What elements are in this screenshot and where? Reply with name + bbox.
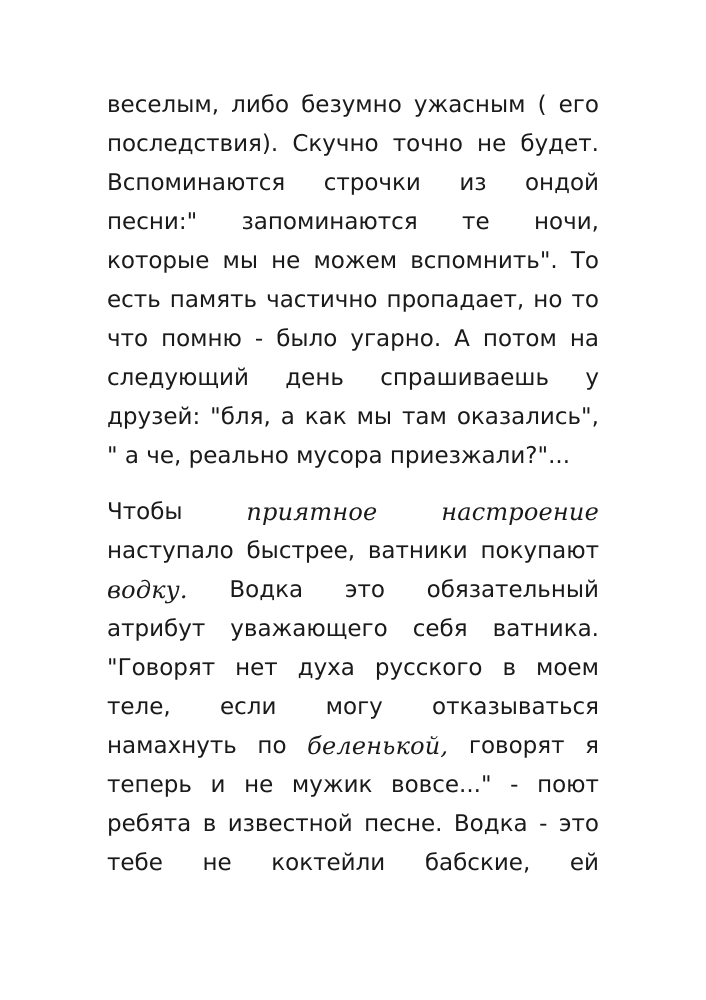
word: а [280,404,295,430]
word: у [585,365,599,391]
word: намахнуть [107,733,237,759]
word: частично [266,287,378,313]
word: точно [392,131,463,157]
word: как [304,404,347,430]
word: следующий [107,365,249,391]
word: там [402,404,447,430]
word: песни:" [107,209,198,235]
word: - [254,326,264,352]
word: вспомнить". [410,248,558,274]
word: "бля, [210,404,271,430]
word: себя [412,616,468,642]
word: отказываться [432,694,599,720]
word: моем [536,655,599,681]
word: пропадает, [386,287,525,313]
word: Водка [229,577,304,603]
word: есть [107,287,161,313]
word: последствия). [107,131,279,157]
word: теле, [107,694,171,720]
text-line [107,844,599,883]
word: песне. [364,811,443,837]
word: духа [297,655,355,681]
word: ватника. [492,616,599,642]
word: вовсе..." [391,772,492,798]
word: Чтобы [107,499,183,525]
text-line [107,571,599,610]
word: было [276,326,338,352]
text-line [107,320,599,359]
word: мы [356,404,393,430]
text-line [107,242,599,281]
word: ночи, [534,209,599,235]
word: на [569,326,599,352]
word: которые [107,248,210,274]
text-line [107,359,599,398]
word: Вспоминаются [107,170,286,196]
word: потом [482,326,557,352]
word: по [257,733,287,759]
text-line-last [107,437,599,476]
word: из [459,170,487,196]
word: не [271,248,301,274]
text-line [107,610,599,649]
word: ужасным [413,92,526,118]
word: известной [227,811,353,837]
word: память [169,287,258,313]
word: те [462,209,490,235]
word: это [344,577,385,603]
word: То [570,248,599,274]
word: - [510,772,519,798]
word: не [202,850,232,876]
text-line [107,727,599,766]
word: обязательный [426,577,599,603]
word: я [585,733,599,759]
word: ( [537,92,547,118]
word: помню [161,326,242,352]
word-emphasis: водку. [107,576,188,604]
word: в [202,811,217,837]
word: " а че, реально мусора приезжали?"... [107,443,571,469]
word: тебе [107,850,163,876]
word: атрибут [107,616,206,642]
word: нет [235,655,278,681]
word: строчки [323,170,421,196]
word-emphasis: приятное [246,498,378,526]
text-line [107,281,599,320]
word: говорят [468,733,565,759]
text-line [107,688,599,727]
word: ондой [524,170,599,196]
word-emphasis: беленькой, [307,732,449,760]
word: что [107,326,149,352]
word: будет. [520,131,599,157]
word: теперь [107,772,192,798]
text-line [107,125,599,164]
word: и [210,772,226,798]
word: друзей: [107,404,201,430]
word: в [502,655,517,681]
word: ей [569,850,599,876]
word: наступало [107,538,234,564]
word: спрашиваешь [380,365,550,391]
word: уважающего [230,616,388,642]
word: запоминаются [241,209,418,235]
word: русского [374,655,483,681]
word: день [285,365,344,391]
word: поют [537,772,599,798]
word: ватники [367,538,468,564]
text-line [107,649,599,688]
text-line [107,164,599,203]
text-line [107,805,599,844]
word: - [539,811,548,837]
word: не [477,131,507,157]
word: можем [313,248,398,274]
word-emphasis: настроение [441,498,599,526]
word: могу [325,694,383,720]
word: коктейли [271,850,386,876]
word: быстрее, [246,538,356,564]
word: Водка [453,811,528,837]
word: либо [231,92,290,118]
word: угарно. [350,326,442,352]
word: бабские, [424,850,531,876]
word: то [571,287,599,313]
word: его [558,92,599,118]
word: безумно [301,92,402,118]
text-line [107,86,599,125]
paragraph-1 [107,86,599,476]
word: ребята [107,811,192,837]
text-line [107,493,599,532]
word: "Говорят [107,655,216,681]
text-line [107,532,599,571]
word: веселым, [107,92,220,118]
word: оказались", [456,404,599,430]
word: Скучно [292,131,379,157]
word: мы [222,248,258,274]
paragraph-2 [107,493,599,883]
word: это [558,811,599,837]
text-line [107,203,599,242]
word: А [454,326,470,352]
word: мужик [291,772,373,798]
document-page [107,86,599,883]
text-line [107,766,599,805]
word: покупают [480,538,599,564]
word: если [219,694,277,720]
word: но [533,287,563,313]
word: не [244,772,274,798]
text-line [107,398,599,437]
